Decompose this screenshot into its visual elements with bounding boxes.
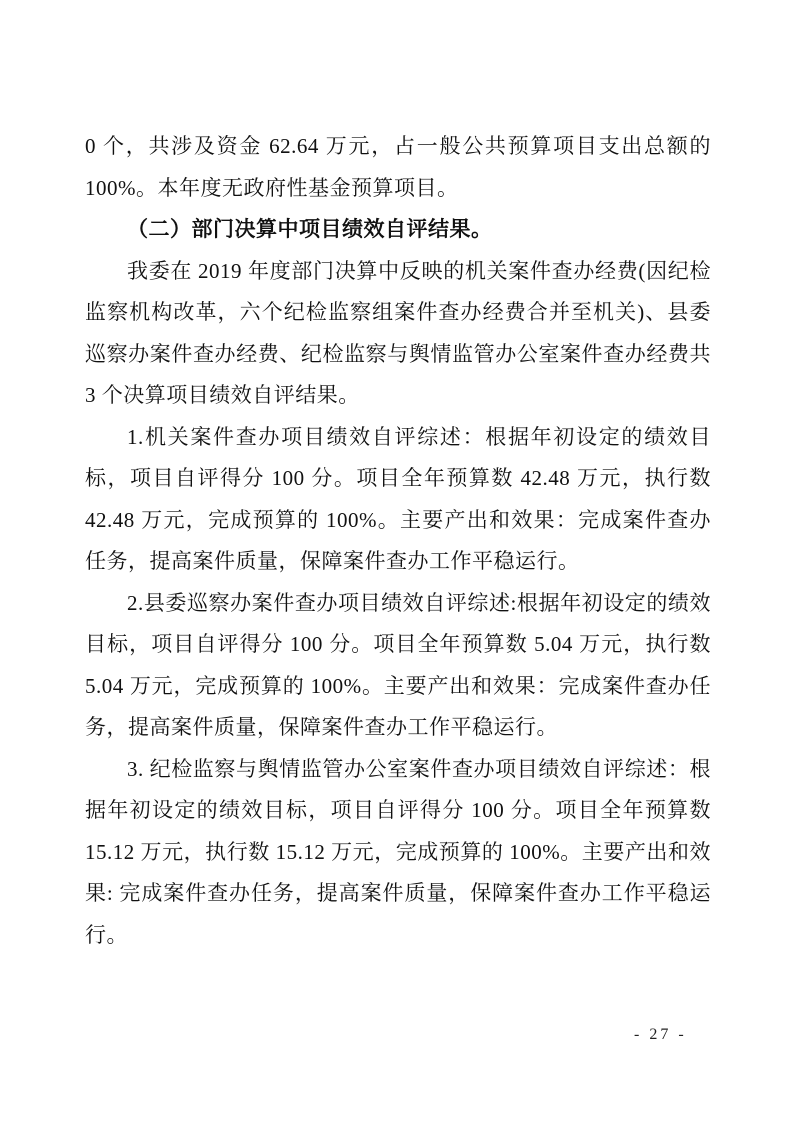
paragraph-intro: 我委在 2019 年度部门决算中反映的机关案件查办经费(因纪检监察机构改革，六个纪检监察组案件查办经费合并至机关)、县委巡察办案件查办经费、纪检监察与舆情监管办公室案件查办经费共 3 个决算项目绩效自评结果。 (85, 258, 711, 407)
paragraph-item-2: 2.县委巡察办案件查办项目绩效自评综述:根据年初设定的绩效目标，项目自评得分 100 分。项目全年预算数 5.04 万元，执行数 5.04 万元，完成预算的 100%。主要产出和效果：完成案件查办任务，提高案件质量，保障案件查办工作平稳运行。 (85, 590, 711, 739)
paragraph-item-1: 1.机关案件查办项目绩效自评综述：根据年初设定的绩效目标，项目自评得分 100 分。项目全年预算数 42.48 万元，执行数 42.48 万元，完成预算的 100%。主要产出和效果：完成案件查办任务，提高案件质量，保障案件查办工作平稳运行。 (85, 424, 711, 573)
document-body (85, 126, 711, 956)
paragraph-continuation: 0 个，共涉及资金 62.64 万元，占一般公共预算项目支出总额的 100%。本年度无政府性基金预算项目。 (85, 134, 711, 200)
section-heading: （二）部门决算中项目绩效自评结果。 (127, 218, 493, 241)
page-number: - 27 - (634, 1026, 687, 1043)
paragraph-item-3: 3. 纪检监察与舆情监管办公室案件查办项目绩效自评综述：根据年初设定的绩效目标，项目自评得分 100 分。项目全年预算数 15.12 万元，执行数 15.12 万元，完成预算的 100%。主要产出和效果: 完成案件查办任务，提高案件质量，保障案件查办工作平稳运行。 (85, 756, 711, 947)
